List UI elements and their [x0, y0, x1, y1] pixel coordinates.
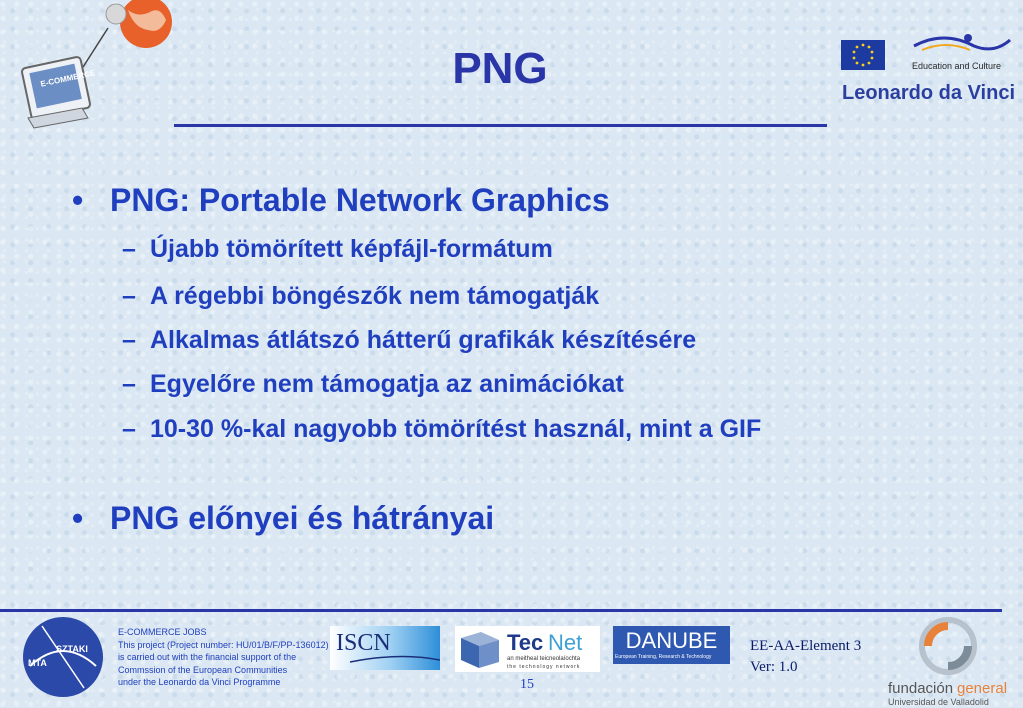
tecnet-cubes-icon: [457, 630, 503, 670]
footer-credits: [118, 626, 328, 689]
iscn-swoosh-icon: [350, 652, 440, 666]
bullet-glyph: •: [72, 500, 84, 536]
slide-title: PNG: [452, 44, 548, 93]
tecnet-text-a: Tec: [507, 630, 544, 655]
leonardo-logo-text: Leonardo da Vinci: [842, 82, 1015, 104]
title-divider: [174, 124, 827, 127]
footer-divider: [0, 609, 1002, 612]
tecnet-tagline: an meitheal teicneolaíochta: [507, 656, 581, 662]
general-text: general: [957, 680, 1008, 697]
footer-line: Commssion of the European Communities: [118, 664, 288, 675]
dash-glyph: –: [122, 326, 136, 354]
fundacion-general-logo: [888, 616, 1018, 708]
sztaki-text: SZTAKI: [56, 644, 88, 654]
page-number: 15: [520, 677, 534, 692]
sub-bullet-item: [122, 282, 599, 311]
sub-bullet-text: 10-30 %-kal nagyobb tömörítést használ, mint a GIF: [150, 415, 762, 443]
mta-sztaki-icon: [22, 616, 104, 698]
bullet-text: PNG előnyei és hátrányai: [110, 500, 495, 536]
bullet-item: [72, 500, 494, 537]
danube-subtext: European Training, Research & Technology: [615, 654, 712, 660]
iscn-logo: [330, 626, 440, 670]
dash-glyph: –: [122, 370, 136, 398]
valladolid-text: Universidad de Valladolid: [888, 697, 989, 707]
education-culture-text: Education and Culture: [912, 61, 1002, 71]
dash-glyph: –: [122, 415, 136, 443]
sub-bullet-text: A régebbi böngészők nem támogatják: [150, 282, 600, 310]
bullet-text: PNG: Portable Network Graphics: [110, 182, 610, 218]
fundacion-text: fundación: [888, 680, 954, 697]
sub-bullet-item: [122, 370, 624, 399]
danube-text: DANUBE: [625, 628, 718, 653]
ecommerce-label: E-COMMERCE: [39, 68, 96, 89]
sub-bullet-text: Egyelőre nem támogatja az animációkat: [150, 370, 624, 398]
bullet-glyph: •: [72, 182, 84, 218]
sub-bullet-text: Alkalmas átlátszó hátterű grafikák készítésére: [150, 326, 697, 354]
mta-text: MTA: [28, 658, 47, 668]
sub-bullet-item: [122, 326, 696, 355]
footer-line: This project (Project number: HU/01/B/F/PP-136012): [118, 639, 329, 650]
bullet-item: [72, 182, 610, 219]
tecnet-logo: [455, 626, 600, 672]
tecnet-tagline-2: the technology network: [507, 664, 581, 670]
footer-line: E-COMMERCE JOBS: [118, 627, 207, 637]
mta-sztaki-logo: [22, 616, 104, 698]
dash-glyph: –: [122, 235, 136, 263]
sub-bullet-text: Újabb tömörített képfájl-formátum: [150, 235, 553, 263]
tecnet-text-b: Net: [548, 630, 583, 655]
sub-bullet-item: [122, 415, 761, 444]
element-id-block: [750, 636, 861, 678]
footer-line: is carried out with the financial support of the: [118, 652, 297, 662]
iscn-text: ISCN: [336, 630, 391, 656]
version-label: Ver: 1.0: [750, 659, 798, 675]
dash-glyph: –: [122, 282, 136, 310]
footer-line: under the Leonardo da Vinci Programme: [118, 677, 281, 687]
danube-logo: [613, 626, 730, 664]
sub-bullet-item: [122, 235, 553, 264]
element-id: EE-AA-Element 3: [750, 638, 862, 654]
fundacion-swirl-icon: [918, 616, 978, 676]
